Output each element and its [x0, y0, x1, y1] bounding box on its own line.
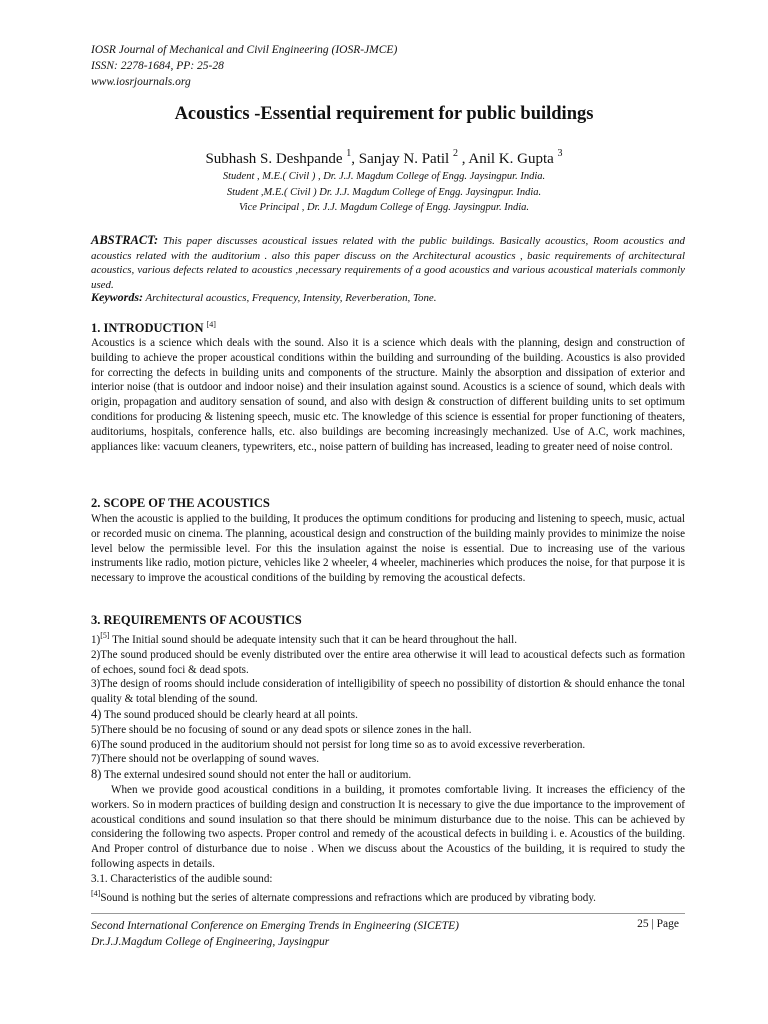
author-name: , Sanjay N. Patil: [351, 151, 453, 167]
author-affil-mark: 2: [452, 148, 458, 159]
item-number: 2): [91, 648, 101, 661]
list-item: [91, 738, 685, 753]
journal-issn: ISSN: 2278-1684, PP: 25-28: [91, 60, 224, 72]
abstract-label: ABSTRACT:: [91, 233, 159, 247]
keywords-label: Keywords:: [91, 290, 143, 304]
subsection-heading: 3.1. Characteristics of the audible sound:: [91, 872, 273, 885]
list-item: [91, 723, 685, 738]
keywords: [91, 290, 685, 306]
section-heading-introduction: [91, 320, 216, 336]
requirements-list: [91, 629, 685, 905]
abstract-text: This paper discusses acoustical issues related with the public buildings. Basically acoustics, Room acoustics and acoustics related with the auditorium . also this paper discuss on the Architectural acoustics , basic requirements of architectural acoustics, various defects related to acoustics ,necessary requirements of a good acoustics and various acoustical materials commonly used.: [91, 235, 685, 291]
item-text: The sound produced should be evenly distributed over the entire area otherwise it will lead to acoustical defects such as formation of echoes, sound foci & dead spots.: [91, 648, 685, 676]
journal-url: www.iosrjournals.org: [91, 76, 191, 88]
citation-ref: [5]: [100, 631, 110, 640]
footer-college: Dr.J.J.Magdum College of Engineering, Jaysingpur: [91, 936, 330, 948]
item-text: There should be no focusing of sound or any dead spots or silence zones in the hall.: [100, 723, 472, 736]
journal-name: IOSR Journal of Mechanical and Civil Engineering (IOSR-JMCE): [91, 44, 398, 56]
author-affil-mark: 1: [346, 148, 352, 159]
item-text: The Initial sound should be adequate intensity such that it can be heard throughout the hall.: [109, 634, 517, 646]
citation-ref: [4]: [91, 888, 101, 898]
item-text: The design of rooms should include consideration of intelligibility of speech no possibility of distortion & should enhance the tonal quality & total blending of the sound.: [91, 678, 685, 706]
author-name: Subhash S. Deshpande: [205, 151, 347, 167]
author-affil-mark: 3: [557, 148, 563, 159]
affiliation: Vice Principal , Dr. J.J. Magdum College of Engg. Jaysingpur. India.: [239, 202, 529, 213]
item-text: The sound produced in the auditorium should not persist for long time so as to avoid excessive reverberation.: [100, 738, 586, 751]
affiliation: Student ,M.E.( Civil ) Dr. J.J. Magdum College of Engg. Jaysingpur. India.: [226, 186, 542, 198]
page-number: 25 | Page: [637, 918, 679, 930]
subsection-text: Sound is nothing but the series of alternate compressions and refractions which are produced by vibrating body.: [100, 891, 596, 904]
scope-paragraph: When the acoustic is applied to the building, It produces the optimum conditions for producing and listening to speech, music, actual or recorded music on cinema. The planning, acoustical design and construction of the building mainly provides to minimize the noise level below the permissible level. For this the insulation against the noise is essential. Due to increasing use of the various instruments like radio, motion picture, vehicles like 2 wheeler, 4 wheeler, machineries which produces the noise, for that purpose it is necessary to improve the acoustical conditions of the building by removing the acoustical defects.: [91, 513, 685, 585]
item-text: There should not be overlapping of sound waves.: [100, 753, 319, 766]
footer-conference: Second International Conference on Emerging Trends in Engineering (SICETE): [91, 920, 459, 932]
item-text: The sound produced should be clearly heard at all points.: [101, 708, 358, 721]
heading-text: 1. INTRODUCTION: [91, 321, 207, 335]
journal-header: [91, 42, 691, 90]
item-number: 5): [91, 723, 101, 736]
requirements-paragraph: When we provide good acoustical conditions in a building, it promotes comfortable living. It increases the efficiency of the workers. So in modern practices of building design and construction It is necessary to give the due importance to the improvement of acoustical conditions and sound insulation so that there should be minimum disturbance due to the noise. This can be achieved by considering the following two aspects. Proper control and remedy of the acoustical defects in building i. e. Acoustics of the building. And Proper control of disturbance due to noise . When we discuss about the Acoustics of the building, it is required to study the following aspects in details.: [91, 783, 685, 870]
affiliations: [0, 169, 768, 216]
list-item: [91, 707, 685, 723]
list-item: [91, 629, 685, 648]
author-name: , Anil K. Gupta: [457, 151, 558, 167]
item-number: 6): [91, 738, 101, 751]
item-number: 7): [91, 753, 101, 766]
paper-title: Acoustics -Essential requirement for public buildings: [174, 104, 594, 124]
subsection-paragraph: [91, 887, 685, 906]
author-list: [0, 148, 768, 168]
page-footer: [91, 918, 685, 950]
item-number: 1): [91, 634, 101, 646]
list-item: [91, 767, 685, 783]
footer-divider: [91, 913, 685, 914]
item-text: The external undesired sound should not enter the hall or auditorium.: [101, 769, 412, 782]
section-heading-scope: 2. SCOPE OF THE ACOUSTICS: [91, 496, 270, 510]
list-item: [91, 677, 685, 707]
item-number: 4): [91, 706, 102, 721]
abstract: [91, 233, 685, 292]
affiliation: Student , M.E.( Civil ) , Dr. J.J. Magdum College of Engg. Jaysingpur. India.: [222, 171, 546, 182]
section-heading-requirements: 3. REQUIREMENTS OF ACOUSTICS: [91, 613, 302, 627]
list-item: [91, 752, 685, 767]
citation-ref: [4]: [206, 320, 216, 329]
keywords-text: Architectural acoustics, Frequency, Intensity, Reverberation, Tone.: [143, 292, 437, 304]
item-number: 3): [91, 678, 101, 691]
list-item: [91, 648, 685, 678]
introduction-paragraph: Acoustics is a science which deals with the sound. Also it is a science which deals with the planning, design and construction of building to achieve the proper acoustical conditions within the building and surrounding of the building. Acoustics is also provided for correcting the defects in building units and components of the structure. Mainly the absorption and dissipation of exterior and interior noise (that is outdoor and indoor noise) and their insulation against sound. Acoustics is a science of sound, which deals with origin, propagation and auditory sensation of sound, and also with design & construction of different building units to set optimum conditions for producing & listening speech, music etc. The knowledge of this science is essential for proper functioning of theaters, auditoriums, hospitals, conference halls, etc. also buildings are becoming increasingly mechanized. Use of A.C, work machines, appliances like: vacuum cleaners, typewriters, etc., noise pattern of building has increased, leading to greater need of noise control.: [91, 337, 685, 453]
item-number: 8): [91, 767, 102, 782]
